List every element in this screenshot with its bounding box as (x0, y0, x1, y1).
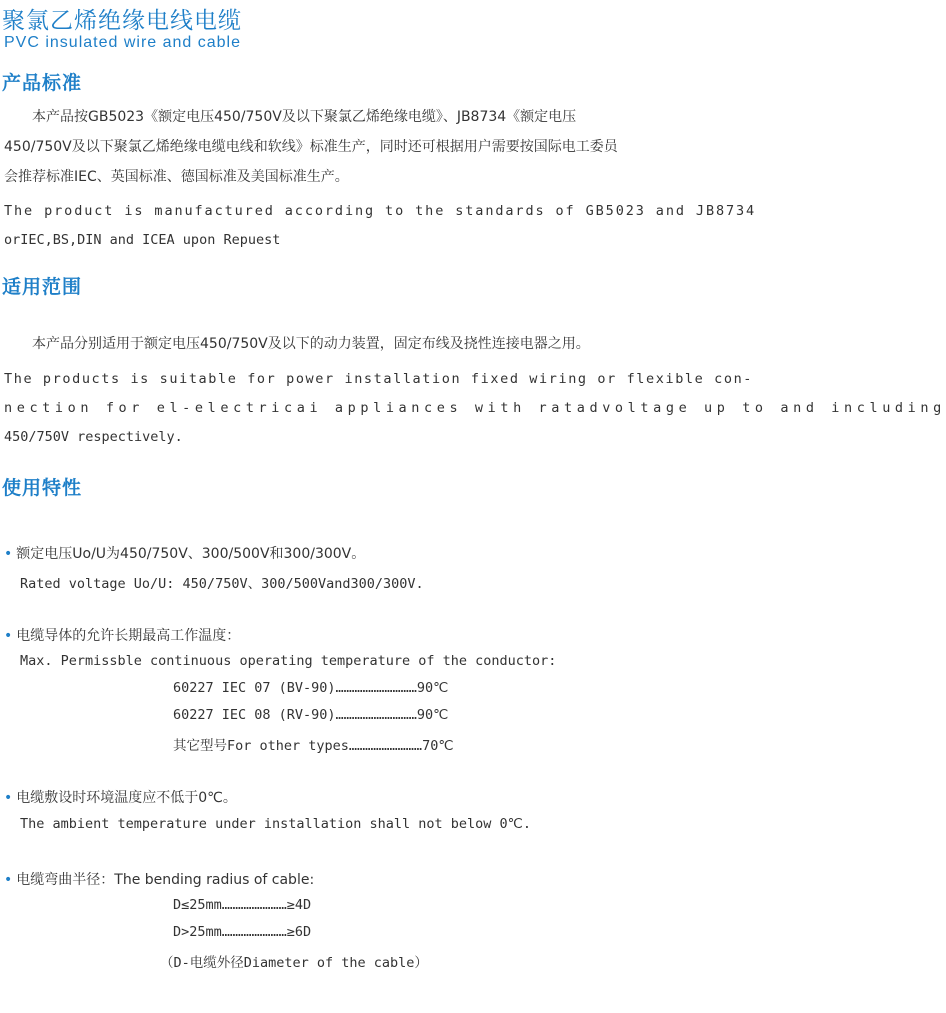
standard-en-line-2: orIEC,BS,DIN and ICEA upon Repuest (4, 232, 281, 248)
bending-row-small: D≤25mm……………………≥4D (173, 897, 312, 913)
temperature-row-bv: 60227 IEC 07 (BV-90)…………………………90℃ (173, 680, 449, 696)
section-heading-scope: 适用范围 (2, 276, 83, 298)
ambient-cn (4, 787, 772, 807)
temperature-en: Max. Permissble continuous operating temperature of the conductor: (20, 653, 557, 669)
voltage-en: Rated voltage Uo/U: 450/750V、300/500Vand300/300V. (20, 576, 424, 592)
bending-note: （D-电缆外径Diameter of the cable） (160, 955, 428, 971)
bending-cn (4, 869, 772, 889)
scope-cn-line: 本产品分别适用于额定电压450/750V及以下的动力装置，固定布线及挠性连接电器之用。 (4, 336, 590, 352)
section-heading-features: 使用特性 (2, 477, 83, 499)
bullet-icon: • (4, 790, 13, 806)
bending-cn-text: 电缆弯曲半径：The bending radius of cable: (16, 872, 315, 888)
temperature-row-rv: 60227 IEC 08 (RV-90)…………………………90℃ (173, 707, 449, 723)
temperature-cn (4, 625, 772, 645)
scope-en-line-1: The products is suitable for power installation fixed wiring or flexible con- (4, 371, 754, 387)
page-subtitle: PVC insulated wire and cable (4, 34, 242, 51)
bullet-icon: • (4, 546, 13, 562)
standard-en-line-1: The product is manufactured according to the standards of GB5023 and JB8734 (4, 203, 757, 219)
standard-cn-line-2: 450/750V及以下聚氯乙烯绝缘电缆电线和软线》标准生产，同时还可根据用户需要按国际电工委员 (4, 139, 618, 155)
temperature-cn-text: 电缆导体的允许长期最高工作温度： (16, 628, 241, 644)
bending-row-large: D>25mm……………………≥6D (173, 924, 312, 940)
voltage-cn (4, 543, 772, 563)
standard-cn-line-3: 会推荐标准IEC、英国标准、德国标准及美国标准生产。 (4, 169, 349, 185)
section-heading-standard: 产品标准 (2, 72, 83, 94)
temperature-row-other: 其它型号For other types………………………70℃ (173, 738, 454, 754)
scope-en-line-3: 450/750V respectively. (4, 429, 183, 445)
bullet-icon: • (4, 872, 13, 888)
page-title: 聚氯乙烯绝缘电线电缆 (2, 8, 242, 34)
bullet-icon: • (4, 628, 13, 644)
scope-en-line-2: nection for el-electricai appliances with ratadvoltage up to and including (4, 400, 946, 416)
ambient-cn-text: 电缆敷设时环境温度应不低于0℃。 (16, 790, 237, 806)
ambient-en: The ambient temperature under installation shall not below 0℃. (20, 816, 531, 832)
standard-cn-line-1: 本产品按GB5023《额定电压450/750V及以下聚氯乙烯绝缘电缆》、JB8734《额定电压 (4, 109, 577, 125)
voltage-cn-text: 额定电压Uo/U为450/750V、300/500V和300/300V。 (16, 546, 366, 562)
